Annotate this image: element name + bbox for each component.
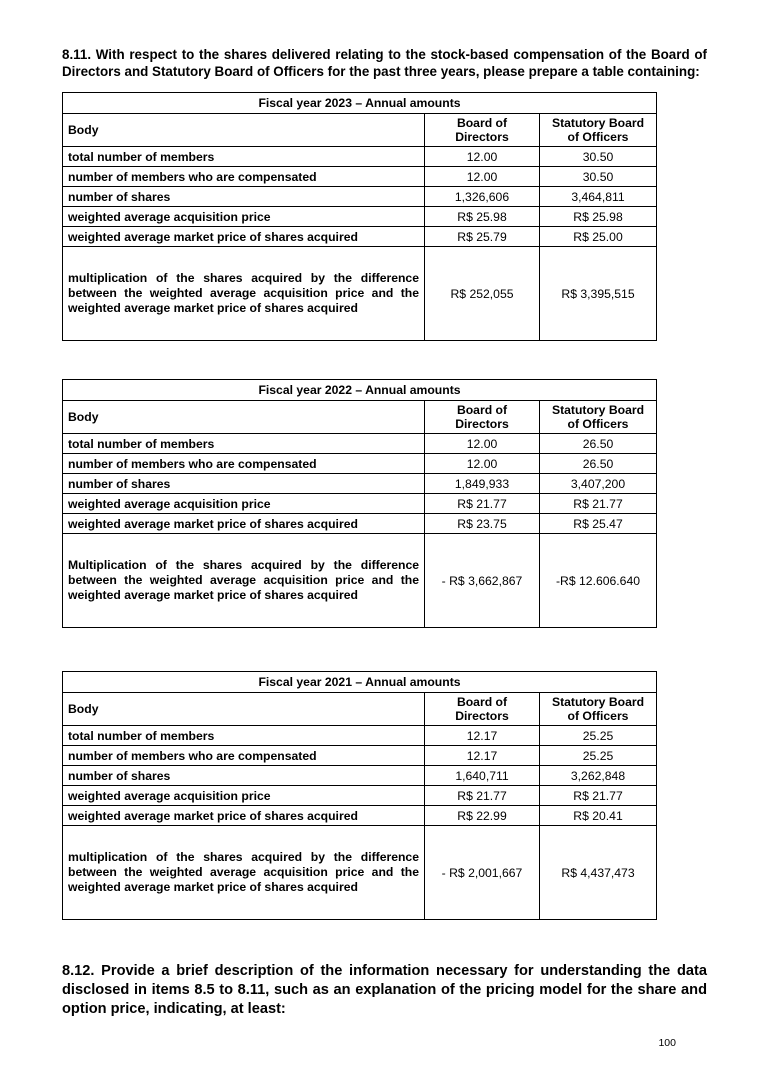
officers-value: 3,262,848	[540, 766, 657, 786]
row-label: weighted average acquisition price	[63, 207, 425, 227]
officers-value: R$ 4,437,473	[540, 826, 657, 920]
officers-value: R$ 20.41	[540, 806, 657, 826]
table-caption: Fiscal year 2022 – Annual amounts	[63, 380, 657, 401]
column-header-statutory-board: Statutory Board of Officers	[540, 401, 657, 434]
table-row	[63, 187, 657, 207]
row-label: number of members who are compensated	[63, 746, 425, 766]
board-value: 12.00	[425, 167, 540, 187]
board-value: R$ 21.77	[425, 494, 540, 514]
row-label: number of shares	[63, 187, 425, 207]
fiscal-year-2021-table	[62, 671, 657, 920]
table-row	[63, 454, 657, 474]
officers-value: R$ 3,395,515	[540, 247, 657, 341]
row-label: weighted average acquisition price	[63, 786, 425, 806]
row-label: number of members who are compensated	[63, 167, 425, 187]
section-8-12-heading: 8.12. Provide a brief description of the information necessary for understanding the data disclosed in items 8.5 to 8.11, such as an explanation of the pricing model for the share and option price, indicating, at least:	[62, 963, 707, 1017]
row-label: multiplication of the shares acquired by the difference between the weighted average acquisition price and the weighted average market price of shares acquired	[63, 247, 425, 341]
row-label: weighted average acquisition price	[63, 494, 425, 514]
board-value: 1,326,606	[425, 187, 540, 207]
officers-value: 30.50	[540, 167, 657, 187]
column-header-board-of-directors: Board of Directors	[425, 401, 540, 434]
officers-value: 3,464,811	[540, 187, 657, 207]
row-label: total number of members	[63, 147, 425, 167]
table-row	[63, 474, 657, 494]
table-row	[63, 746, 657, 766]
officers-value: R$ 25.47	[540, 514, 657, 534]
officers-value: 30.50	[540, 147, 657, 167]
table-row	[63, 247, 657, 341]
board-value: 12.00	[425, 147, 540, 167]
table-row	[63, 786, 657, 806]
board-value: 1,640,711	[425, 766, 540, 786]
column-header-statutory-board: Statutory Board of Officers	[540, 114, 657, 147]
fiscal-year-2022-table	[62, 379, 657, 628]
table-caption: Fiscal year 2021 – Annual amounts	[63, 672, 657, 693]
board-value: 1,849,933	[425, 474, 540, 494]
table-row	[63, 514, 657, 534]
table-row	[63, 766, 657, 786]
table-row	[63, 147, 657, 167]
table-row	[63, 434, 657, 454]
column-header-board-of-directors: Board of Directors	[425, 693, 540, 726]
table-row	[63, 167, 657, 187]
officers-value: 25.25	[540, 726, 657, 746]
board-value: R$ 23.75	[425, 514, 540, 534]
officers-value: R$ 21.77	[540, 494, 657, 514]
board-value: 12.17	[425, 746, 540, 766]
officers-value: R$ 21.77	[540, 786, 657, 806]
board-value: 12.17	[425, 726, 540, 746]
row-label: weighted average market price of shares acquired	[63, 227, 425, 247]
officers-value: 3,407,200	[540, 474, 657, 494]
officers-value: 25.25	[540, 746, 657, 766]
board-value: 12.00	[425, 434, 540, 454]
row-label: weighted average market price of shares acquired	[63, 806, 425, 826]
officers-value: -R$ 12.606.640	[540, 534, 657, 628]
column-header-board-of-directors: Board of Directors	[425, 114, 540, 147]
table-row	[63, 826, 657, 920]
board-value: - R$ 3,662,867	[425, 534, 540, 628]
row-label: total number of members	[63, 726, 425, 746]
officers-value: R$ 25.00	[540, 227, 657, 247]
row-label: total number of members	[63, 434, 425, 454]
table-row	[63, 534, 657, 628]
board-value: R$ 252,055	[425, 247, 540, 341]
officers-value: R$ 25.98	[540, 207, 657, 227]
row-label: number of shares	[63, 474, 425, 494]
table-row	[63, 726, 657, 746]
board-value: - R$ 2,001,667	[425, 826, 540, 920]
row-label: Multiplication of the shares acquired by the difference between the weighted average acquisition price and the weighted average market price of shares acquired	[63, 534, 425, 628]
board-value: R$ 25.79	[425, 227, 540, 247]
column-header-body: Body	[63, 693, 425, 726]
page-number: 100	[658, 1037, 676, 1049]
fiscal-year-2023-table	[62, 92, 657, 341]
board-value: 12.00	[425, 454, 540, 474]
row-label: number of shares	[63, 766, 425, 786]
row-label: number of members who are compensated	[63, 454, 425, 474]
row-label: multiplication of the shares acquired by the difference between the weighted average acquisition price and the weighted average market price of shares acquired	[63, 826, 425, 920]
table-row	[63, 227, 657, 247]
board-value: R$ 22.99	[425, 806, 540, 826]
board-value: R$ 25.98	[425, 207, 540, 227]
table-caption: Fiscal year 2023 – Annual amounts	[63, 93, 657, 114]
column-header-statutory-board: Statutory Board of Officers	[540, 693, 657, 726]
column-header-body: Body	[63, 401, 425, 434]
table-row	[63, 494, 657, 514]
board-value: R$ 21.77	[425, 786, 540, 806]
officers-value: 26.50	[540, 454, 657, 474]
table-row	[63, 806, 657, 826]
column-header-body: Body	[63, 114, 425, 147]
row-label: weighted average market price of shares acquired	[63, 514, 425, 534]
table-row	[63, 207, 657, 227]
section-8-11-heading: 8.11. With respect to the shares delivered relating to the stock-based compensation of the Board of Directors and Statutory Board of Officers for the past three years, please prepare a table containing:	[62, 47, 707, 79]
officers-value: 26.50	[540, 434, 657, 454]
